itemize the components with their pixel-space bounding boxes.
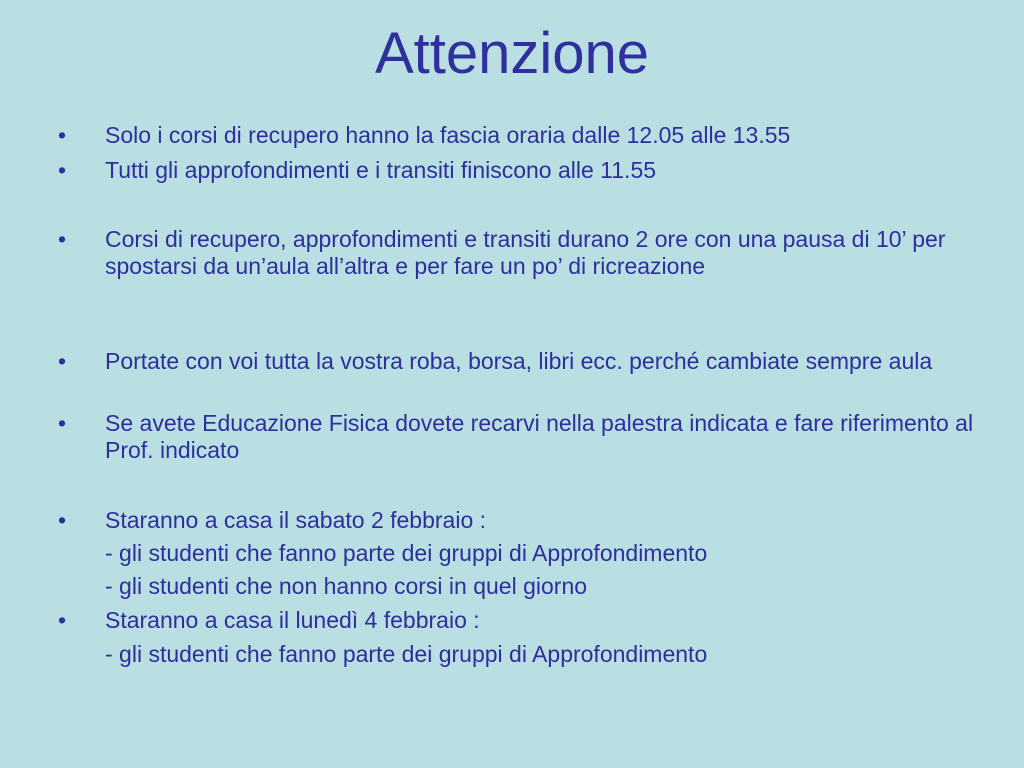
item-text: Tutti gli approfondimenti e i transiti finiscono alle 11.55 <box>105 157 657 183</box>
item-text: Solo i corsi di recupero hanno la fascia oraria dalle 12.05 alle 13.55 <box>105 122 791 148</box>
item-text: Staranno a casa il lunedì 4 febbraio : <box>105 607 480 633</box>
bullet-icon: • <box>58 122 67 148</box>
item-text: Corsi di recupero, approfondimenti e transiti durano 2 ore con una pausa di 10’ per spostarsi da un’aula all’altra e per fare un po’ di ricreazione <box>105 226 946 279</box>
item-text: Staranno a casa il sabato 2 febbraio : <box>105 507 487 533</box>
sub-item-text: - gli studenti che fanno parte dei gruppi di Approfondimento <box>105 540 708 566</box>
bullet-icon: • <box>58 226 67 252</box>
slide-title: Attenzione <box>374 21 650 86</box>
bullet-icon: • <box>58 157 67 183</box>
bullet-icon: • <box>58 607 67 633</box>
sub-item-text: - gli studenti che non hanno corsi in quel giorno <box>105 573 588 599</box>
bullet-icon: • <box>58 507 67 533</box>
item-text: Se avete Educazione Fisica dovete recarvi nella palestra indicata e fare riferimento al Prof. indicato <box>105 410 974 463</box>
sub-item-text: - gli studenti che fanno parte dei gruppi di Approfondimento <box>105 641 708 667</box>
bullet-icon: • <box>58 410 67 436</box>
bullet-icon: • <box>58 348 67 374</box>
item-text: Portate con voi tutta la vostra roba, borsa, libri ecc. perché cambiate sempre aula <box>105 348 933 374</box>
